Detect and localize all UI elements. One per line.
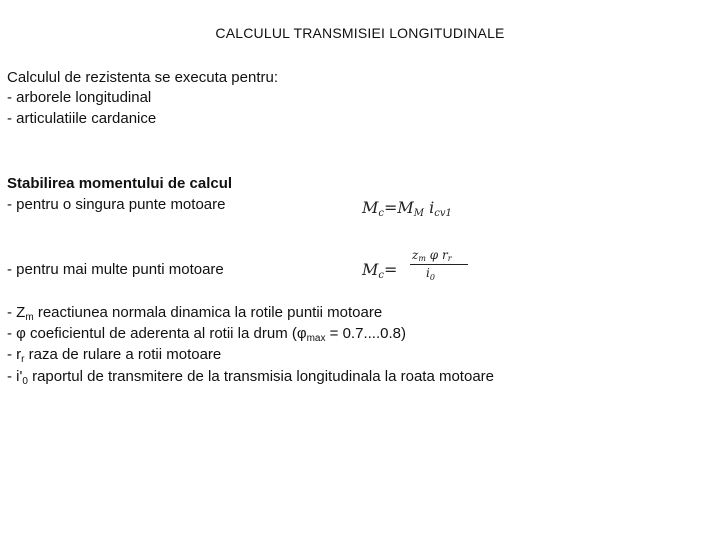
case-single-axle: - pentru o singura punte motoare <box>7 196 226 213</box>
fraction-bar <box>410 264 468 265</box>
page-title: CALCULUL TRANSMISIEI LONGITUDINALE <box>215 25 505 41</box>
intro-item-shaft: - arborele longitudinal <box>7 89 152 106</box>
formula-single-axle: $M_c=M_M$ $i_{cv1}$ <box>362 198 452 219</box>
formula-denominator: $i_0$ <box>426 266 435 282</box>
case-multiple-axles: - pentru mai multe punti motoare <box>7 261 224 278</box>
formula-numerator: $z_m$ φ $r_r$ <box>412 248 452 263</box>
formula-sub: cv1 <box>434 208 452 219</box>
legend-phi: - φ coeficientul de aderenta al rotii la drum $(\varphi_{max} = 0.7....0.8)$ <box>7 325 406 344</box>
formula-sub: c <box>378 208 384 219</box>
intro-line: Calculul de rezistenta se executa pentru: <box>7 69 278 86</box>
formula-lhs: $M_c=$ <box>362 260 398 281</box>
legend-i: - $i'_0$ raportul de transmitere de la transmisia longitudinala la roata motoare <box>7 368 494 387</box>
formula-term: M <box>397 198 414 217</box>
legend-z: - $Z_m$ reactiunea normala dinamica la rotile puntii motoare <box>7 304 383 323</box>
formula-sub: M <box>413 208 425 219</box>
formula-term: i <box>429 198 435 217</box>
section-heading: Stabilirea momentului de calcul <box>7 175 233 192</box>
legend-r: - $r_r$ raza de rulare a rotii motoare <box>7 346 222 365</box>
formula-term: M <box>362 198 379 217</box>
intro-item-joints: - articulatiile cardanice <box>7 110 157 127</box>
